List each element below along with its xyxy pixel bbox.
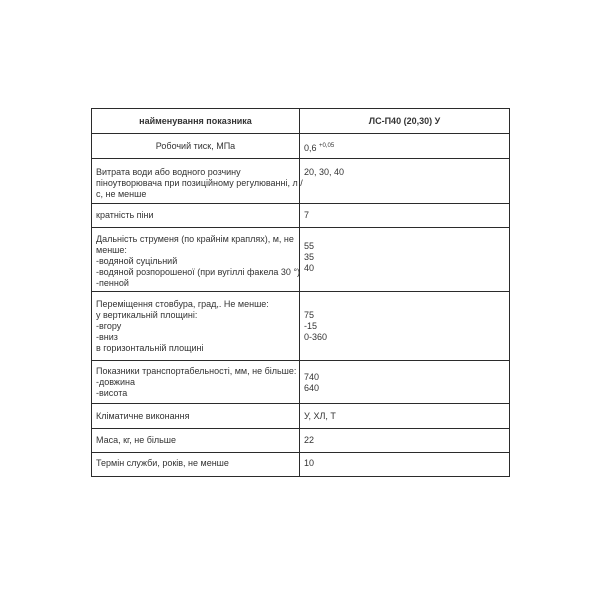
row-label-jet-range: Дальність струменя (по крайнім краплях), м, не менше: -водяной суцільний -водяной розпорошеної (при вугіллі факела 30 °) -пенной	[92, 228, 300, 292]
spec-table	[91, 108, 510, 477]
header-model: ЛС-П40 (20,30) У	[300, 109, 510, 134]
table-row	[92, 404, 510, 429]
table-row	[92, 453, 510, 477]
table-row	[92, 159, 510, 204]
table-header-row	[92, 109, 510, 134]
header-parameter: найменування показника	[92, 109, 300, 134]
row-label-barrel-movement: Переміщення стовбура, град,. Не менше: у вертикальній площині: -вгору -вниз в горизонтальній площині	[92, 292, 300, 361]
row-value-climate: У, ХЛ, Т	[300, 404, 510, 429]
row-label-foam-ratio: кратність піни	[92, 204, 300, 228]
row-label-mass: Маса, кг, не більше	[92, 429, 300, 453]
row-label-water-flow: Витрата води або водного розчину піноутворювача при позиційному регулюванні, л / с, не менше	[92, 159, 300, 204]
row-value-barrel-movement: 75 -15 0-360	[300, 292, 510, 361]
pressure-value: 0,6	[304, 143, 317, 153]
row-label-climate: Кліматичне виконання	[92, 404, 300, 429]
table-row	[92, 134, 510, 159]
row-value-water-flow: 20, 30, 40	[300, 159, 510, 204]
table-row	[92, 204, 510, 228]
row-value-service-life: 10	[300, 453, 510, 477]
table-row	[92, 292, 510, 361]
pressure-tolerance: +0,05	[319, 143, 335, 149]
row-label-transport: Показники транспортабельності, мм, не більше: -довжина -висота	[92, 361, 300, 404]
row-value-pressure	[300, 134, 510, 159]
table-row	[92, 228, 510, 292]
row-label-pressure: Робочий тиск, МПа	[92, 134, 300, 159]
row-value-jet-range: 55 35 40	[300, 228, 510, 292]
table-row	[92, 361, 510, 404]
table-row	[92, 429, 510, 453]
row-value-foam-ratio: 7	[300, 204, 510, 228]
row-label-service-life: Термін служби, років, не менше	[92, 453, 300, 477]
row-value-transport: 740 640	[300, 361, 510, 404]
row-value-mass: 22	[300, 429, 510, 453]
